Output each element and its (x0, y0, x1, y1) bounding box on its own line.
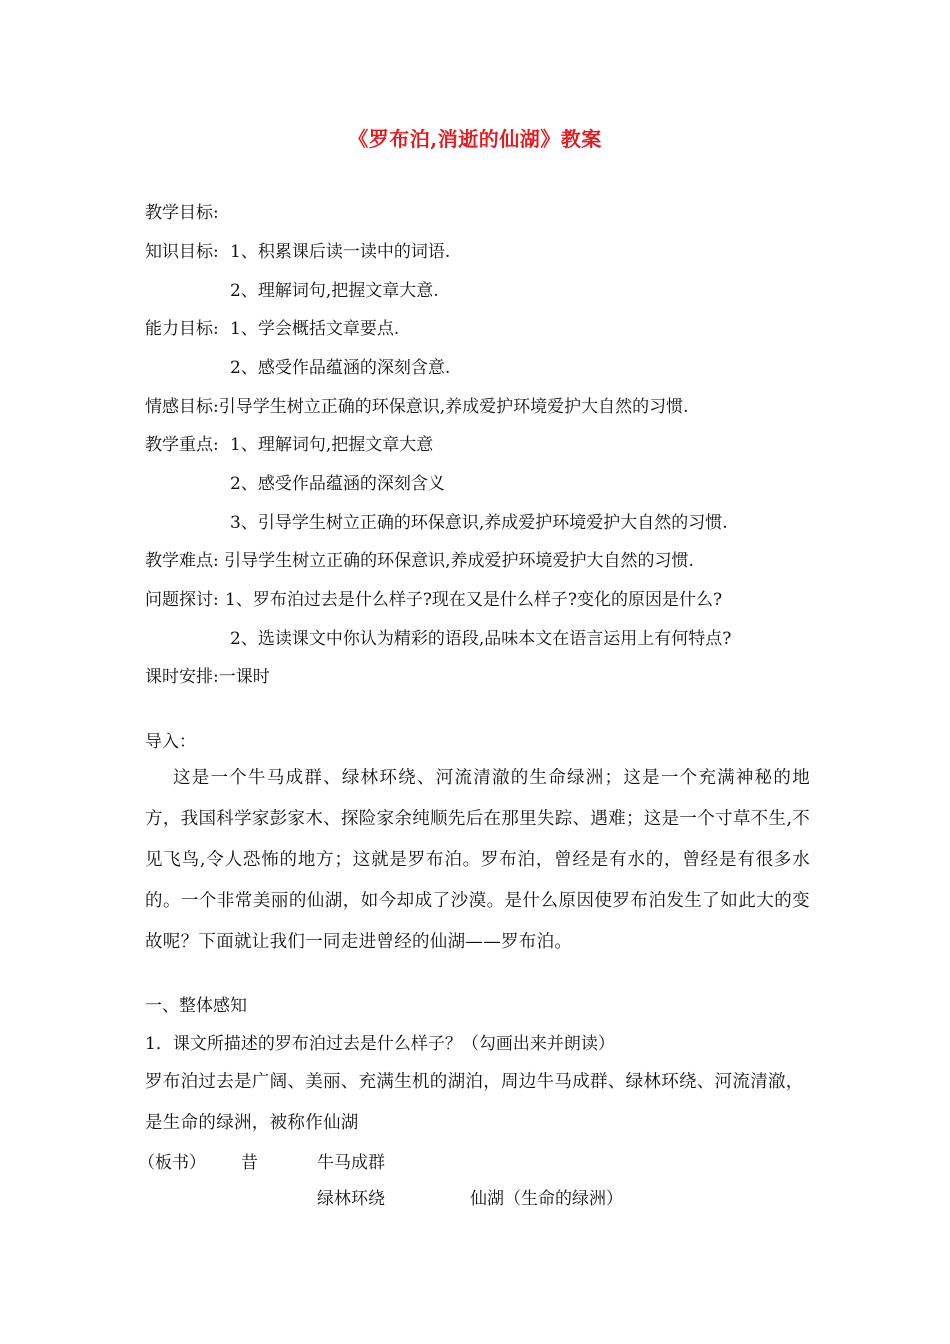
knowledge-label: 知识目标: (145, 242, 219, 262)
key-point-1: 1、理解词句,把握文章大意 (230, 435, 434, 455)
objectives-heading: 教学目标: (145, 203, 219, 223)
knowledge-item-1: 1、积累课后读一读中的词语. (230, 242, 451, 262)
difficulty-points: 教学难点: 引导学生树立正确的环保意识,养成爱护环境爱护大自然的习惯. (145, 551, 694, 571)
board-item-2: 绿林环绕 (317, 1189, 385, 1209)
key-point-2: 2、感受作品蕴涵的深刻含义 (230, 474, 445, 494)
emotion-objective: 情感目标:引导学生树立正确的环保意识,养成爱护环境爱护大自然的习惯. (145, 397, 689, 417)
question-1: 1、罗布泊过去是什么样子?现在又是什么样子?变化的原因是什么? (225, 590, 723, 610)
section-1-answer: 罗布泊过去是广阔、美丽、充满生机的湖泊，周边牛马成群、绿林环绕、河流清澈，是生命的绿洲，被称作仙湖 (145, 1072, 804, 1133)
class-schedule: 课时安排:一课时 (145, 667, 270, 687)
board-past: 昔 (241, 1153, 258, 1173)
knowledge-item-2: 2、理解词句,把握文章大意. (230, 281, 439, 301)
board-result: 仙湖（生命的绿洲） (470, 1189, 623, 1209)
intro-paragraph: 这是一个牛马成群、绿林环绕、河流清澈的生命绿洲；这是一个充满神秘的地方，我国科学家彭家木、探险家余纯顺先后在那里失踪、遇难；这是一个寸草不生,不见飞鸟,令人恐怖的地方；这就是罗布泊。罗布泊，曾经是有水的，曾经是有很多水的。一个非常美丽的仙湖，如今却成了沙漠。是什么原因使罗布泊发生了如此大的变故呢？下面就让我们一同走进曾经的仙湖——罗布泊。 (145, 768, 810, 952)
section-1-heading: 一、整体感知 (145, 996, 247, 1016)
board-label: （板书） (138, 1153, 206, 1173)
key-point-3: 3、引导学生树立正确的环保意识,养成爱护环境爱护大自然的习惯. (230, 513, 728, 533)
key-points-label: 教学重点: (145, 435, 219, 455)
question-2: 2、选读课文中你认为精彩的语段,品味本文在语言运用上有何特点? (230, 629, 732, 649)
document-title: 《罗布泊,消逝的仙湖》教案 (348, 127, 602, 151)
ability-label: 能力目标: (145, 319, 219, 339)
intro-heading: 导入： (145, 732, 196, 752)
ability-item-1: 1、学会概括文章要点. (230, 319, 400, 339)
board-item-1: 牛马成群 (317, 1153, 385, 1173)
ability-item-2: 2、感受作品蕴涵的深刻含意. (230, 358, 451, 378)
questions-label: 问题探讨: (145, 590, 219, 610)
section-1-question-1: 1．课文所描述的罗布泊过去是什么样子？（勾画出来并朗读） (145, 1034, 615, 1054)
